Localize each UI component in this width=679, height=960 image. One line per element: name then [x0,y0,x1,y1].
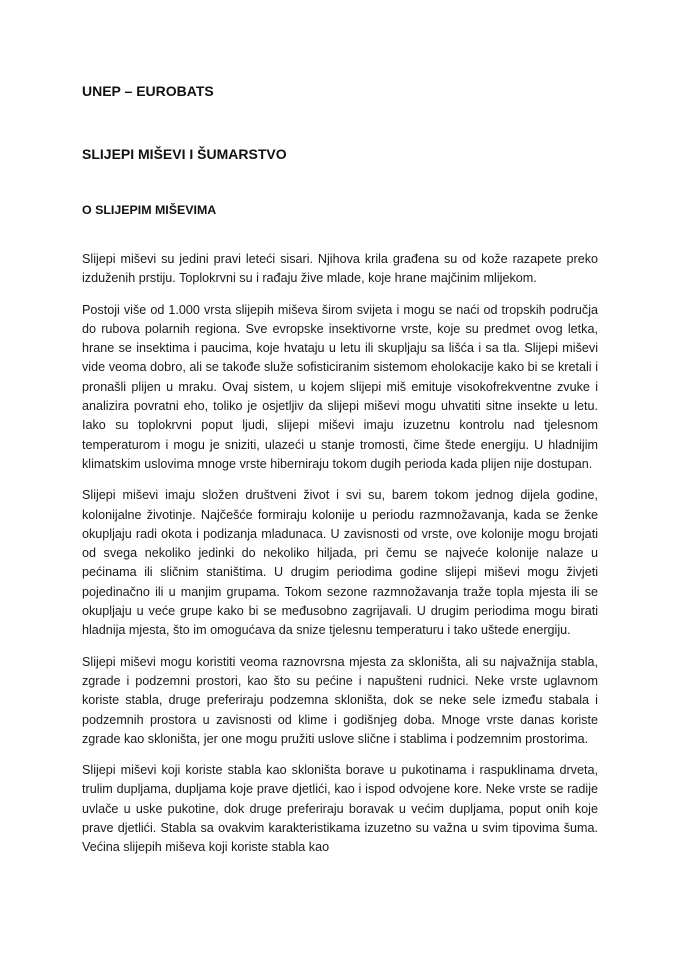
paragraph: Slijepi miševi su jedini pravi leteći sisari. Njihova krila građena su od kože razapete preko izduženih prstiju. Toplokrvni su i rađaju žive mlade, koje hrane majčinim mlijekom. [82,252,598,286]
paragraph: Postoji više od 1.000 vrsta slijepih miševa širom svijeta i mogu se naći od tropskih područja do rubova polarnih regiona. Sve evropske insektivorne vrste, koje su predmet ovog letka, hrane se insektima i paucima, koje hvataju u letu ili skupljaju sa lišća i sa tla. Slijepi miševi vide veoma dobro, ali se takođe služe sofisticiranim sistemom eholokacije kako bi se kretali i pronašli plijen u mraku. Ovaj sistem, u kojem slijepi miš emituje visokofrekventne zvuke i analizira povratni eho, toliko je osjetljiv da slijepi miševi mogu uhvatiti sitne insekte u letu. Iako su toplokrvni poput ljudi, slijepi miševi imaju izuzetnu kontrolu nad tjelesnom temperaturom i mogu je sniziti, ulazeći u stanje tromosti, čime štede energiju. U hladnijim klimatskim uslovima mnoge vrste hiberniraju tokom dugih perioda kada plijen nije dostupan. [82,302,598,471]
paragraph: Slijepi miševi imaju složen društveni život i svi su, barem tokom jednog dijela godine, kolonijalne životinje. Najčešće formiraju kolonije u periodu razmnožavanja, kada se ženke okupljaju radi okota i podizanja mladunaca. U zavisnosti od vrste, ove kolonije mogu brojati od svega nekoliko jedinki do nekoliko hiljada, pri čemu se najveće kolonije nalaze u pećinama ili sličnim staništima. U drugim periodima godine slijepi miševi mogu živjeti pojedinačno ili u manjim grupama. Tokom sezone razmnožavanja traže topla mjesta ili se okupljaju u veće grupe kako bi se međusobno zagrijavali. U drugim periodima mogu birati hladnija mjesta, što im omogućava da snize tjelesnu temperaturu i tako uštede energiju. [82,488,598,638]
document-title: SLIJEPI MIŠEVI I ŠUMARSTVO [82,146,287,162]
paragraph: Slijepi miševi mogu koristiti veoma raznovrsna mjesta za skloništa, ali su najvažnija stabla, zgrade i podzemni prostori, kao što su pećine i napušteni rudnici. Neke vrste uglavnom koriste stabla, druge preferiraju podzemna skloništa, dok se neke sele između stabala i podzemnih prostora u zavisnosti od klime i godišnjeg doba. Mnoge vrste danas koriste zgrade kao skloništa, jer one mogu pružiti uslove slične i stablima i podzemnim prostorima. [82,654,598,746]
paragraph: Slijepi miševi koji koriste stabla kao skloništa borave u pukotinama i raspuklinama drveta, trulim dupljama, dupljama koje prave djetlići, kao i ispod odvojene kore. Neke vrste se radije uvlače u uske pukotine, dok druge preferiraju boravak u većim dupljama, poput onih koje prave djetlići. Stabla sa ovakvim karakteristikama izuzetno su važna u svim tipovima šuma. Većina slijepih miševa koji koriste stabla kao [82,763,598,855]
section-heading: O SLIJEPIM MIŠEVIMA [82,203,217,217]
organization-heading: UNEP – EUROBATS [82,83,214,99]
body-text [82,250,598,870]
